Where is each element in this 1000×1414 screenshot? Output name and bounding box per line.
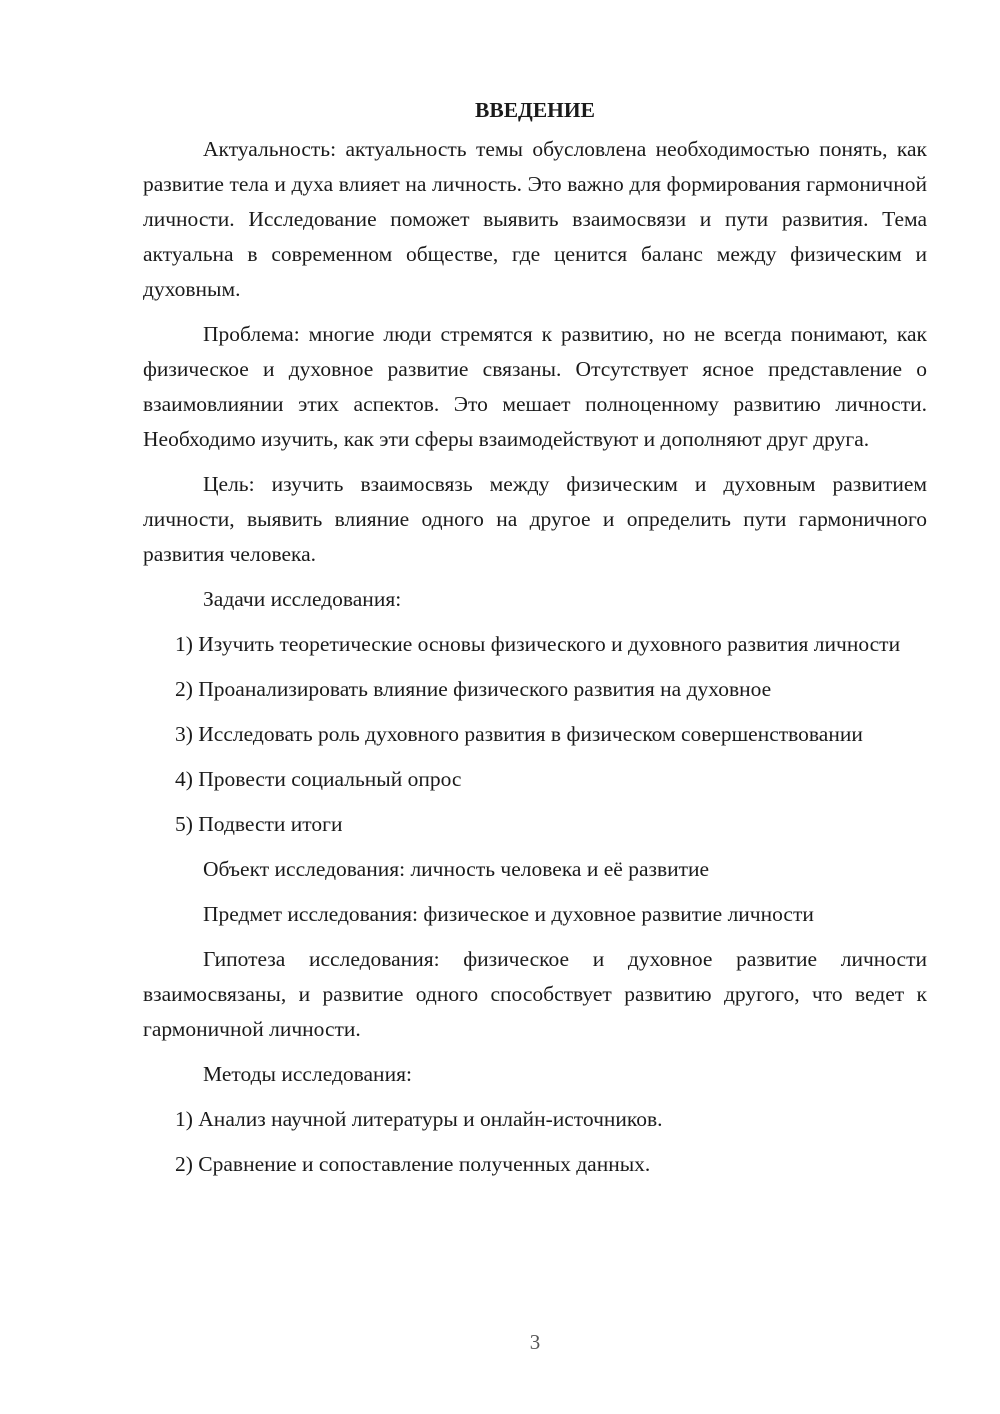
hypothesis-paragraph: Гипотеза исследования: физическое и духовное развитие личности взаимосвязаны, и развитие одного способствует развитию другого, что ведет к гармоничной личности. (143, 947, 927, 1041)
task-item: 2) Проанализировать влияние физического развития на духовное (175, 677, 772, 701)
section-heading: ВВЕДЕНИЕ (475, 98, 595, 122)
methods-label: Методы исследования: (203, 1062, 412, 1086)
method-item: 1) Анализ научной литературы и онлайн-источников. (175, 1107, 663, 1131)
task-item: 3) Исследовать роль духовного развития в физическом совершенствовании (175, 722, 863, 746)
research-object: Объект исследования: личность человека и её развитие (203, 857, 710, 881)
problem-paragraph: Проблема: многие люди стремятся к развитию, но не всегда понимают, как физическое и духовное развитие связаны. Отсутствует ясное представление о взаимовлиянии этих аспектов. Это мешает полноценному развитию личности. Необходимо изучить, как эти сферы взаимодействуют и дополняют друг друга. (143, 322, 927, 451)
research-subject: Предмет исследования: физическое и духовное развитие личности (203, 902, 814, 926)
page-content (143, 93, 927, 1192)
relevance-paragraph: Актуальность: актуальность темы обусловлена необходимостью понять, как развитие тела и духа влияет на личность. Это важно для формирования гармоничной личности. Исследование поможет выявить взаимосвязи и пути развития. Тема актуальна в современном обществе, где ценится баланс между физическим и духовным. (143, 137, 927, 301)
task-item: 1) Изучить теоретические основы физического и духовного развития личности (175, 632, 901, 656)
task-item: 5) Подвести итоги (175, 812, 343, 836)
task-item: 4) Провести социальный опрос (175, 767, 462, 791)
page-number: 3 (529, 1330, 541, 1354)
method-item: 2) Сравнение и сопоставление полученных данных. (175, 1152, 651, 1176)
tasks-label: Задачи исследования: (203, 587, 402, 611)
goal-paragraph: Цель: изучить взаимосвязь между физическим и духовным развитием личности, выявить влияние одного на другое и определить пути гармоничного развития человека. (143, 472, 927, 566)
